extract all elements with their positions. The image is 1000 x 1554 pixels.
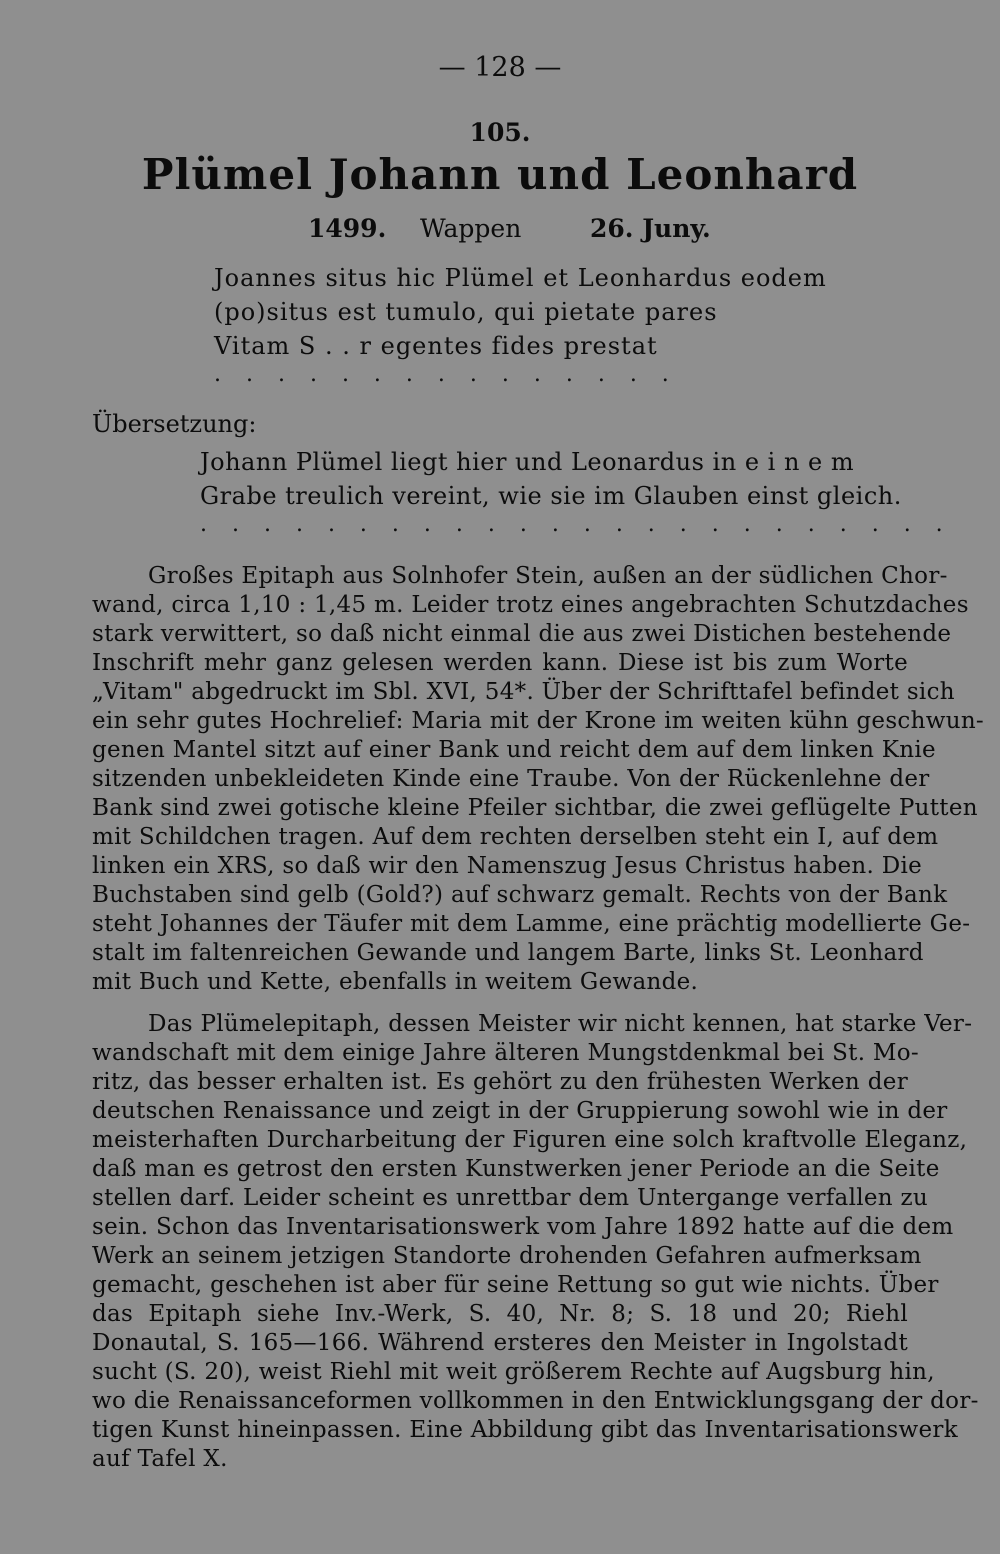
- paragraph-line: Großes Epitaph aus Solnhofer Stein, außen an der südlichen Chor-: [148, 563, 948, 589]
- page-number: — 128 —: [438, 52, 562, 83]
- paragraph-line: Bank sind zwei gotische kleine Pfeiler sichtbar, die zwei geflügelte Putten: [92, 795, 978, 821]
- paragraph-line: sein. Schon das Inventarisationswerk vom Jahre 1892 hatte auf die dem: [92, 1214, 954, 1240]
- paragraph-line: daß man es getrost den ersten Kunstwerken jener Periode an die Seite: [92, 1156, 940, 1182]
- meta-arms: Wappen: [420, 214, 522, 243]
- entry-number: 105.: [469, 118, 531, 147]
- paragraph-line: linken ein XRS, so daß wir den Namenszug Jesus Christus haben. Die: [92, 853, 923, 879]
- translation-line: Johann Plümel liegt hier und Leonardus in e i n e m: [200, 448, 855, 476]
- paragraph-line: ein sehr gutes Hochrelief: Maria mit der Krone im weiten kühn geschwun-: [92, 708, 984, 734]
- meta-year: 1499.: [308, 214, 387, 243]
- paragraph-line: sitzenden unbekleideten Kinde eine Traube. Von der Rückenlehne der: [92, 766, 930, 792]
- paragraph-line: steht Johannes der Täufer mit dem Lamme, eine prächtig modellierte Ge-: [92, 911, 971, 937]
- paragraph-line: mit Buch und Kette, ebenfalls in weitem Gewande.: [92, 969, 699, 995]
- paragraph-line: Werk an seinem jetzigen Standorte drohenden Gefahren aufmerksam: [92, 1243, 922, 1269]
- paragraph-line: Buchstaben sind gelb (Gold?) auf schwarz gemalt. Rechts von der Bank: [92, 882, 948, 908]
- paragraph-line: auf Tafel X.: [92, 1446, 228, 1472]
- paragraph-line: wandschaft mit dem einige Jahre älteren Mungstdenkmal bei St. Mo-: [92, 1040, 919, 1066]
- translation-line: Grabe treulich vereint, wie sie im Glauben einst gleich.: [200, 482, 902, 510]
- inscription-line: Vitam S . . r egentes fides prestat: [214, 332, 658, 360]
- inscription-ellipsis: . . . . . . . . . . . . . . .: [214, 362, 678, 387]
- inscription-line: (po)situs est tumulo, qui pietate pares: [214, 298, 718, 326]
- paragraph-line: wand, circa 1,10 : 1,45 m. Leider trotz eines angebrachten Schutzdaches: [92, 592, 969, 618]
- paragraph-line: tigen Kunst hineinpassen. Eine Abbildung gibt das Inventarisationswerk: [92, 1417, 958, 1443]
- paragraph-line: genen Mantel sitzt auf einer Bank und reicht dem auf dem linken Knie: [92, 737, 936, 763]
- meta-date: 26. Juny.: [590, 214, 711, 243]
- paragraph-line: stark verwittert, so daß nicht einmal die aus zwei Distichen bestehende: [92, 621, 952, 647]
- paragraph-line: meisterhaften Durcharbeitung der Figuren eine solch kraftvolle Eleganz,: [92, 1127, 968, 1153]
- paragraph-line: stalt im faltenreichen Gewande und langem Barte, links St. Leonhard: [92, 940, 924, 966]
- paragraph-line: mit Schildchen tragen. Auf dem rechten derselben steht ein I, auf dem: [92, 824, 939, 850]
- paragraph-line: Inschrift mehr ganz gelesen werden kann. Diese ist bis zum Worte: [92, 650, 908, 676]
- paragraph-line: Donautal, S. 165—166. Während ersteres den Meister in Ingolstadt: [92, 1330, 908, 1356]
- paragraph-line: gemacht, geschehen ist aber für seine Rettung so gut wie nichts. Über: [92, 1272, 939, 1298]
- inscription-line: Joannes situs hic Plümel et Leonhardus eodem: [214, 264, 827, 292]
- translation-label: Übersetzung:: [92, 410, 257, 438]
- paragraph-line: Das Plümelepitaph, dessen Meister wir nicht kennen, hat starke Ver-: [148, 1011, 973, 1037]
- paragraph-line: das Epitaph siehe Inv.-Werk, S. 40, Nr. 8; S. 18 und 20; Riehl: [92, 1301, 908, 1327]
- paragraph-line: „Vitam" abgedruckt im Sbl. XVI, 54*. Über der Schrifttafel befindet sich: [92, 679, 955, 705]
- paragraph-line: wo die Renaissanceformen vollkommen in den Entwicklungsgang der dor-: [92, 1388, 979, 1414]
- translation-ellipsis: . . . . . . . . . . . . . . . . . . . . . . . .: [200, 512, 952, 537]
- paragraph-line: sucht (S. 20), weist Riehl mit weit größerem Rechte auf Augsburg hin,: [92, 1359, 935, 1385]
- paragraph-line: ritz, das besser erhalten ist. Es gehört zu den frühesten Werken der: [92, 1069, 908, 1095]
- paragraph-line: stellen darf. Leider scheint es unrettbar dem Untergange verfallen zu: [92, 1185, 929, 1211]
- entry-title: Plümel Johann und Leonhard: [141, 150, 859, 199]
- paragraph-line: deutschen Renaissance und zeigt in der Gruppierung sowohl wie in der: [92, 1098, 948, 1124]
